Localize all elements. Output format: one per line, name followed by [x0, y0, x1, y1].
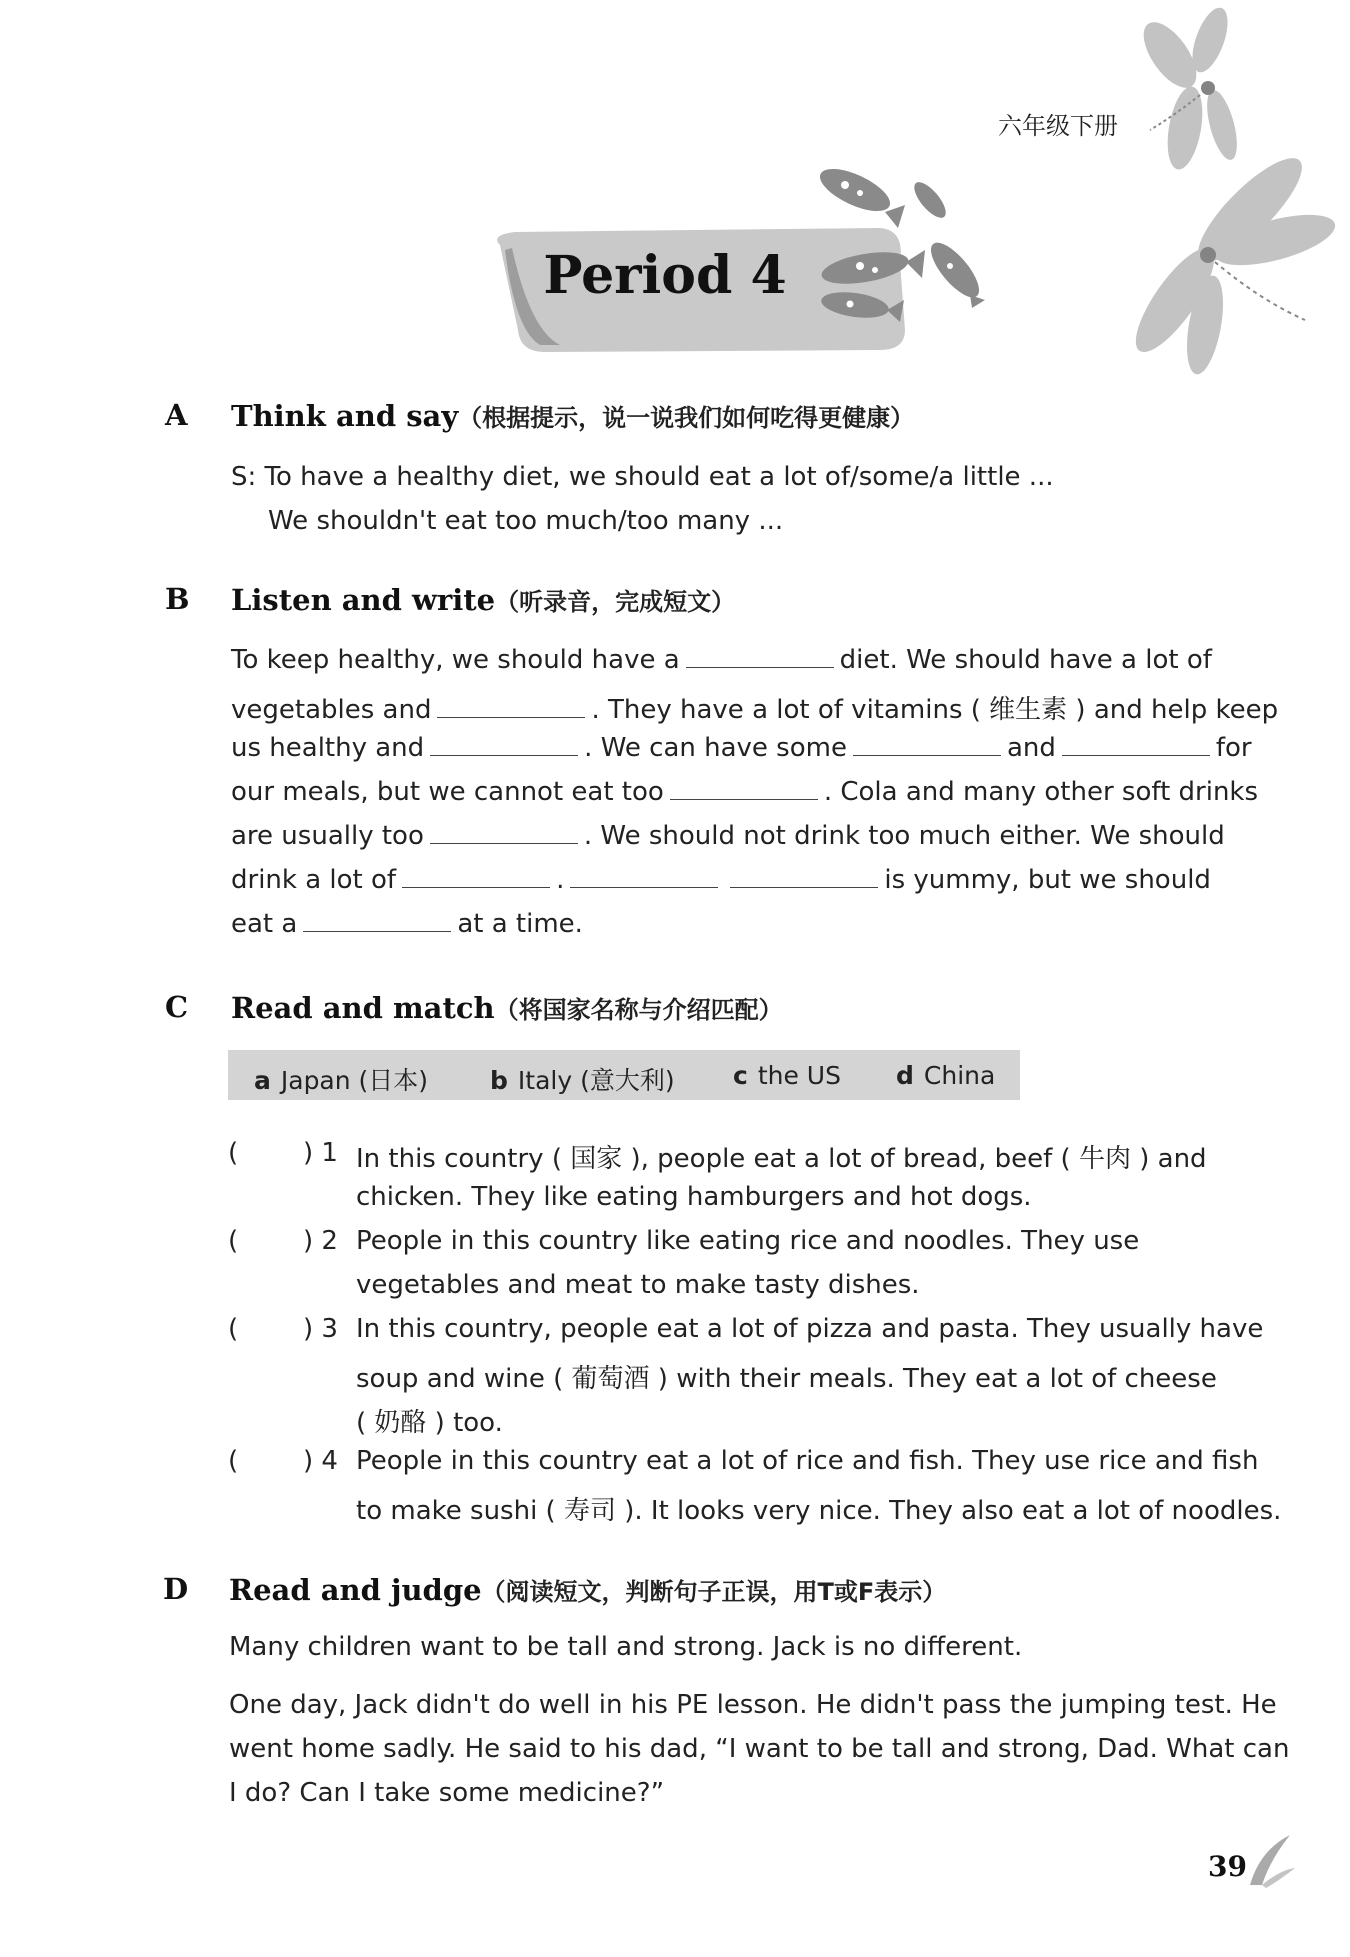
section-a-letter: A: [165, 398, 188, 432]
passage-line: eat a at a time.: [231, 909, 583, 939]
item-text: People in this country eat a lot of rice and fish. They use rice and fish: [356, 1446, 1259, 1476]
item-text: In this country ( 国家 ), people eat a lot of bread, beef ( 牛肉 ) and: [356, 1144, 1207, 1174]
section-d-letter: D: [163, 1572, 189, 1606]
section-c-heading: [231, 990, 783, 1025]
section-b-heading: [231, 582, 735, 617]
section-d-subtitle: （阅读短文，判断句子正误，用T或F表示）: [481, 1578, 947, 1606]
option-c: c the US: [733, 1061, 841, 1090]
section-d-heading: [229, 1572, 946, 1607]
section-a-title: Think and say: [231, 399, 459, 433]
section-c-subtitle: （将国家名称与介绍匹配）: [494, 996, 783, 1024]
answer-blank[interactable]: [670, 777, 818, 800]
leaf-icon: [1250, 1835, 1290, 1885]
section-a-line: We shouldn't eat too much/too many ...: [268, 506, 784, 536]
section-d-title: Read and judge: [229, 1573, 482, 1607]
answer-blank[interactable]: [437, 695, 585, 718]
answer-blank[interactable]: [402, 865, 550, 888]
item-number: ) 3: [303, 1314, 338, 1344]
answer-paren[interactable]: (: [228, 1226, 239, 1256]
item-text: vegetables and meat to make tasty dishes.: [356, 1270, 920, 1300]
option-b: b Italy (意大利): [490, 1066, 675, 1095]
section-c-letter: C: [165, 990, 189, 1024]
passage-line: vegetables and . They have a lot of vitamins ( 维生素 ) and help keep: [231, 695, 1279, 725]
answer-blank[interactable]: [430, 821, 578, 844]
section-a-heading: [231, 398, 914, 433]
passage-line: To keep healthy, we should have a diet. We should have a lot of: [231, 645, 1212, 675]
section-b-title: Listen and write: [231, 583, 496, 617]
dragonfly-icon: [1123, 145, 1340, 377]
answer-blank[interactable]: [570, 865, 718, 888]
passage-line: One day, Jack didn't do well in his PE lesson. He didn't pass the jumping test. He: [229, 1690, 1277, 1720]
item-text: ( 奶酪 ) too.: [356, 1408, 503, 1438]
passage-line: us healthy and . We can have some and for: [231, 733, 1252, 763]
passage-line: I do? Can I take some medicine?”: [229, 1778, 665, 1808]
section-b-subtitle: （听录音，完成短文）: [495, 588, 736, 616]
item-number: ) 2: [303, 1226, 338, 1256]
answer-paren[interactable]: (: [228, 1446, 239, 1476]
option-d: d China: [896, 1061, 996, 1090]
item-text: to make sushi ( 寿司 ). It looks very nice. They also eat a lot of noodles.: [356, 1496, 1282, 1526]
item-number: ) 4: [303, 1446, 338, 1476]
answer-blank[interactable]: [730, 865, 878, 888]
answer-blank[interactable]: [303, 909, 451, 932]
answer-blank[interactable]: [430, 733, 578, 756]
passage-line: went home sadly. He said to his dad, “I want to be tall and strong, Dad. What can: [229, 1734, 1290, 1764]
section-a-line: S: To have a healthy diet, we should eat a lot of/some/a little ...: [231, 462, 1054, 492]
passage-line: Many children want to be tall and strong. Jack is no different.: [229, 1632, 1023, 1662]
dragonfly-icon: [1133, 3, 1242, 172]
answer-paren[interactable]: (: [228, 1314, 239, 1344]
item-text: In this country, people eat a lot of pizza and pasta. They usually have: [356, 1314, 1264, 1344]
grade-label: 六年级下册: [998, 112, 1118, 140]
page-number: 39: [1208, 1850, 1247, 1883]
item-number: ) 1: [303, 1138, 338, 1168]
passage-line: drink a lot of . is yummy, but we should: [231, 865, 1211, 895]
passage-line: are usually too . We should not drink too much either. We should: [231, 821, 1225, 851]
item-text: People in this country like eating rice and noodles. They use: [356, 1226, 1140, 1256]
page-title: Period 4: [543, 245, 787, 306]
passage-line: our meals, but we cannot eat too . Cola and many other soft drinks: [231, 777, 1259, 807]
answer-blank[interactable]: [853, 733, 1001, 756]
item-text: chicken. They like eating hamburgers and hot dogs.: [356, 1182, 1032, 1212]
country-options-bar: [228, 1050, 1020, 1100]
answer-blank[interactable]: [686, 645, 834, 668]
section-a-subtitle: （根据提示，说一说我们如何吃得更健康）: [458, 404, 915, 432]
answer-blank[interactable]: [1062, 733, 1210, 756]
section-c-title: Read and match: [231, 991, 495, 1025]
section-b-letter: B: [165, 582, 190, 616]
item-text: soup and wine ( 葡萄酒 ) with their meals. They eat a lot of cheese: [356, 1364, 1217, 1394]
option-a: a Japan (日本): [254, 1066, 429, 1095]
answer-paren[interactable]: (: [228, 1138, 239, 1168]
